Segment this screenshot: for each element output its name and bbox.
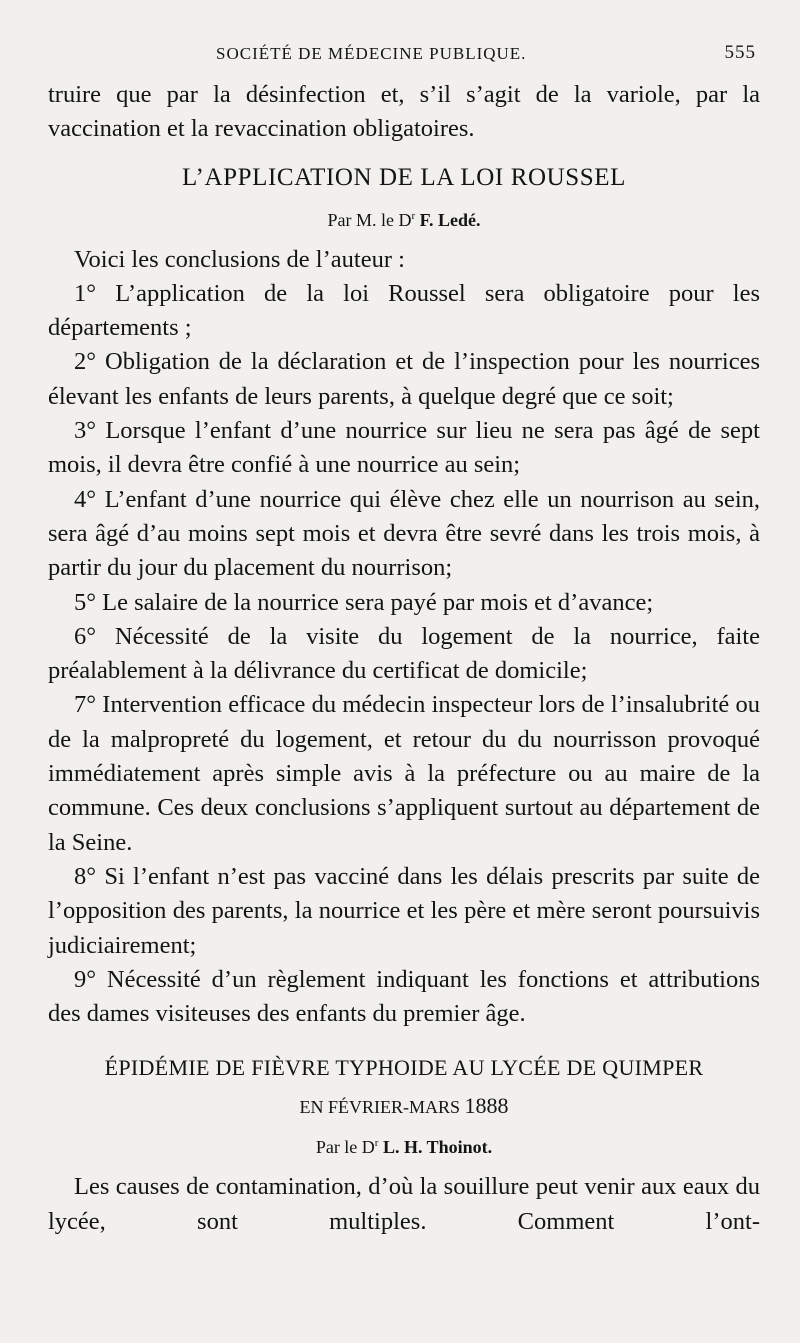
page-number: 555 <box>724 42 756 63</box>
section-subtitle <box>48 1091 760 1122</box>
byline-lede <box>48 203 760 233</box>
byline-author: F. Ledé. <box>419 209 481 230</box>
section-title-epidemie: ÉPIDÉMIE DE FIÈVRE TYPHOIDE AU LYCÉE DE QUIMPER <box>104 1055 704 1081</box>
body-paragraph: Les causes de contamination, d’où la souillure peut venir aux eaux du lycée, sont multiples. Comment l’ont- <box>48 1173 760 1235</box>
byline-author-2: L. H. Thoinot. <box>382 1137 493 1158</box>
conclusion-item-3: 3° Lorsque l’enfant d’une nourrice sur lieu ne sera pas âgé de sept mois, il devra être confié à une nourrice au sein; <box>48 417 760 479</box>
conclusion-item-6: 6° Nécessité de la visite du logement de la nourrice, faite préalablement à la délivrance du certificat de domicile; <box>48 622 760 685</box>
conclusion-item-4: 4° L’enfant d’une nourrice qui élève chez elle un nourrison au sein, sera âgé d’au moins sept mois et devra être sevré dans les trois mois, à partir du jour du placement du nourrison; <box>48 485 760 582</box>
page <box>48 38 760 1239</box>
conclusion-item-5: 5° Le salaire de la nourrice sera payé par mois et d’avance; <box>74 588 654 616</box>
byline-thoinot <box>48 1130 760 1160</box>
subtitle-prefix: EN FÉVRIER-MARS <box>299 1097 460 1118</box>
lead-paragraph: Voici les conclusions de l’auteur : <box>74 245 405 273</box>
page-header <box>48 38 760 78</box>
byline-prefix: Par M. le D <box>327 209 412 230</box>
running-title: SOCIÉTÉ DE MÉDECINE PUBLIQUE. <box>216 44 527 63</box>
conclusion-item-8: 8° Si l’enfant n’est pas vacciné dans les délais prescrits par suite de l’opposition des parents, la nourrice et les père et mère seront poursuivis judiciairement; <box>48 862 760 959</box>
conclusion-item-1: 1° L’application de la loi Roussel sera obligatoire pour les départements ; <box>48 279 760 342</box>
byline-prefix-2: Par le D <box>315 1137 375 1158</box>
subtitle-year: 1888 <box>464 1093 509 1119</box>
byline-sup: r <box>411 209 416 222</box>
section-title-loi-roussel: L’APPLICATION DE LA LOI ROUSSEL <box>181 163 627 191</box>
conclusion-item-2: 2° Obligation de la déclaration et de l’inspection pour les nourrices élevant les enfants de leurs parents, à quelque degré que ce soit; <box>48 348 760 410</box>
byline-sup-2: r <box>374 1137 379 1150</box>
conclusion-item-9: 9° Nécessité d’un règlement indiquant les fonctions et attributions des dames visiteuses des enfants du premier âge. <box>48 965 760 1028</box>
intro-paragraph: truire que par la désinfection et, s’il s’agit de la variole, par la vaccination et la revaccination obligatoires. <box>48 81 760 143</box>
conclusion-item-7: 7° Intervention efficace du médecin inspecteur lors de l’insalubrité ou de la malpropreté du logement, et retour du du nourrisson provoqué immédiatement après simple avis à la préfecture ou au maire de la commune. Ces deux conclusions s’appliquent surtout au département de la Seine. <box>48 691 760 856</box>
